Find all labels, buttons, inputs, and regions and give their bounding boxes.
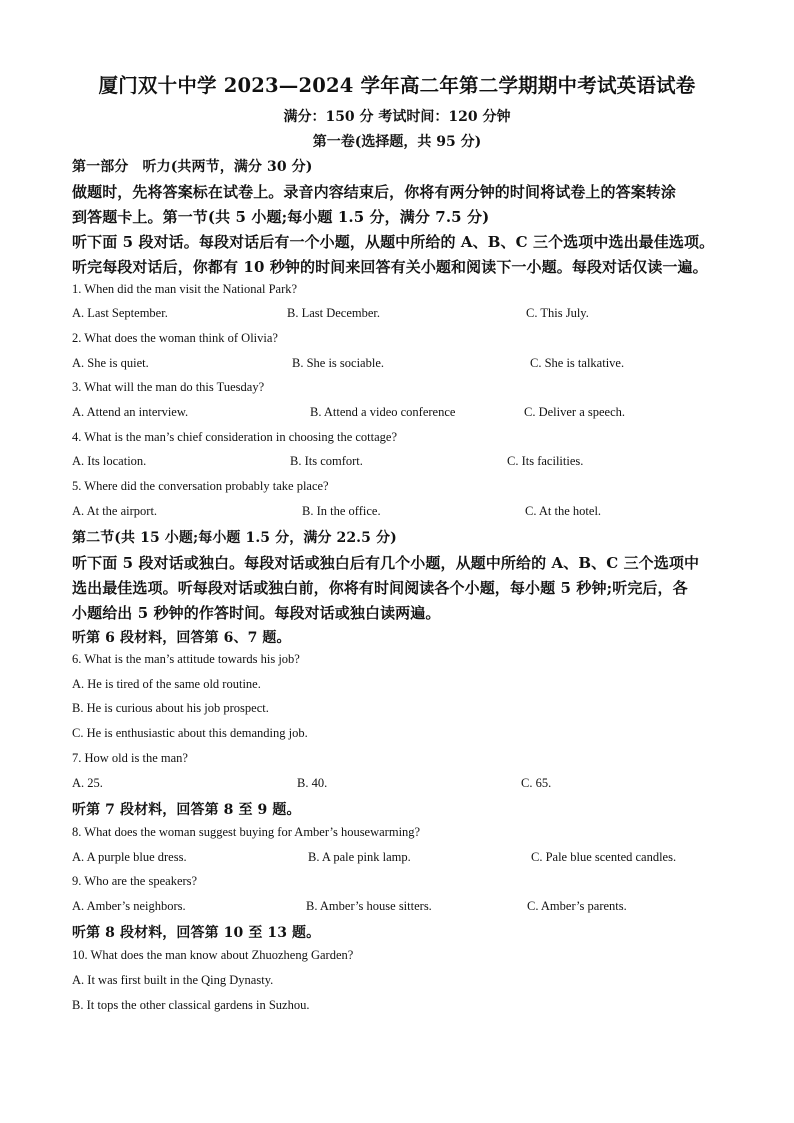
option-a: A. Last September. xyxy=(72,306,168,320)
option-b: B. It tops the other classical gardens in Suzhou. xyxy=(72,998,310,1012)
option-b: B. 40. xyxy=(297,776,328,790)
volume-heading: 第一卷(选择题，共 95 分) xyxy=(312,134,482,150)
part1-heading: 第一部分 听力(共两节，满分 30 分) xyxy=(72,159,313,175)
option-a: A. Attend an interview. xyxy=(72,405,189,419)
option-b: B. In the office. xyxy=(302,504,381,518)
option-a: A. 25. xyxy=(72,776,103,790)
option-b: B. Attend a video conference xyxy=(310,405,456,419)
question-stem: 1. When did the man visit the National Park? xyxy=(72,282,298,296)
question-stem: 4. What is the man’s chief consideration in choosing the cottage? xyxy=(72,430,398,444)
material-heading: 听第 6 段材料，回答第 6、7 题。 xyxy=(72,630,291,646)
option-c: C. Pale blue scented candles. xyxy=(531,850,677,864)
material-heading: 听第 8 段材料，回答第 10 至 13 题。 xyxy=(72,925,321,941)
option-a: A. At the airport. xyxy=(72,504,158,518)
option-c: C. Amber’s parents. xyxy=(527,899,627,913)
option-a: A. Amber’s neighbors. xyxy=(72,899,186,913)
question-stem: 10. What does the man know about Zhuozheng Garden? xyxy=(72,948,354,962)
option-a: A. It was first built in the Qing Dynasty. xyxy=(72,973,274,987)
question-stem: 7. How old is the man? xyxy=(72,751,188,765)
section2-instruction-1: 听下面 5 段对话或独白。每段对话或独白后有几个小题，从题中所给的 A、B、C 三个选项中 xyxy=(72,554,700,572)
option-c: C. 65. xyxy=(521,776,552,790)
section2-heading: 第二节(共 15 小题;每小题 1.5 分，满分 22.5 分) xyxy=(72,530,397,546)
option-c: C. He is enthusiastic about this demanding job. xyxy=(72,726,308,740)
section2-instruction-2: 选出最佳选项。听每段对话或独白前，你将有时间阅读各个小题，每小题 5 秒钟;听完后，各 xyxy=(72,579,688,597)
exam-title: 厦门双十中学 2023—2024 学年高二年第二学期期中考试英语试卷 xyxy=(98,74,696,97)
question-stem: 5. Where did the conversation probably take place? xyxy=(72,479,329,493)
option-b: B. Its comfort. xyxy=(290,454,363,468)
option-c: C. This July. xyxy=(526,306,589,320)
part1-instruction-1: 做题时，先将答案标在试卷上。录音内容结束后，你将有两分钟的时间将试卷上的答案转涂 xyxy=(72,183,677,201)
option-c: C. She is talkative. xyxy=(530,356,625,370)
option-b: B. He is curious about his job prospect. xyxy=(72,701,269,715)
part1-instruction-3: 听下面 5 段对话。每段对话后有一个小题，从题中所给的 A、B、C 三个选项中选出最佳选项。 xyxy=(72,233,715,251)
question-stem: 6. What is the man’s attitude towards his job? xyxy=(72,652,300,666)
material-heading: 听第 7 段材料，回答第 8 至 9 题。 xyxy=(72,802,301,818)
option-b: B. Amber’s house sitters. xyxy=(306,899,432,913)
option-c: C. Deliver a speech. xyxy=(524,405,626,419)
part1-instruction-4: 听完每段对话后，你都有 10 秒钟的时间来回答有关小题和阅读下一小题。每段对话仅读一遍。 xyxy=(72,258,708,276)
option-a: A. Its location. xyxy=(72,454,147,468)
option-c: C. Its facilities. xyxy=(507,454,584,468)
score-time: 满分：150 分 考试时间：120 分钟 xyxy=(283,109,511,125)
question-stem: 3. What will the man do this Tuesday? xyxy=(72,380,265,394)
question-stem: 2. What does the woman think of Olivia? xyxy=(72,331,278,345)
option-b: B. A pale pink lamp. xyxy=(308,850,411,864)
option-b: B. Last December. xyxy=(287,306,381,320)
question-stem: 8. What does the woman suggest buying for Amber’s housewarming? xyxy=(72,825,421,839)
section2-instruction-3: 小题给出 5 秒钟的作答时间。每段对话或独白读两遍。 xyxy=(72,604,441,622)
question-stem: 9. Who are the speakers? xyxy=(72,874,198,888)
option-a: A. A purple blue dress. xyxy=(72,850,187,864)
option-a: A. She is quiet. xyxy=(72,356,149,370)
option-c: C. At the hotel. xyxy=(525,504,602,518)
part1-instruction-2: 到答题卡上。第一节(共 5 小题;每小题 1.5 分，满分 7.5 分) xyxy=(72,208,490,226)
option-b: B. She is sociable. xyxy=(292,356,385,370)
option-a: A. He is tired of the same old routine. xyxy=(72,677,261,691)
